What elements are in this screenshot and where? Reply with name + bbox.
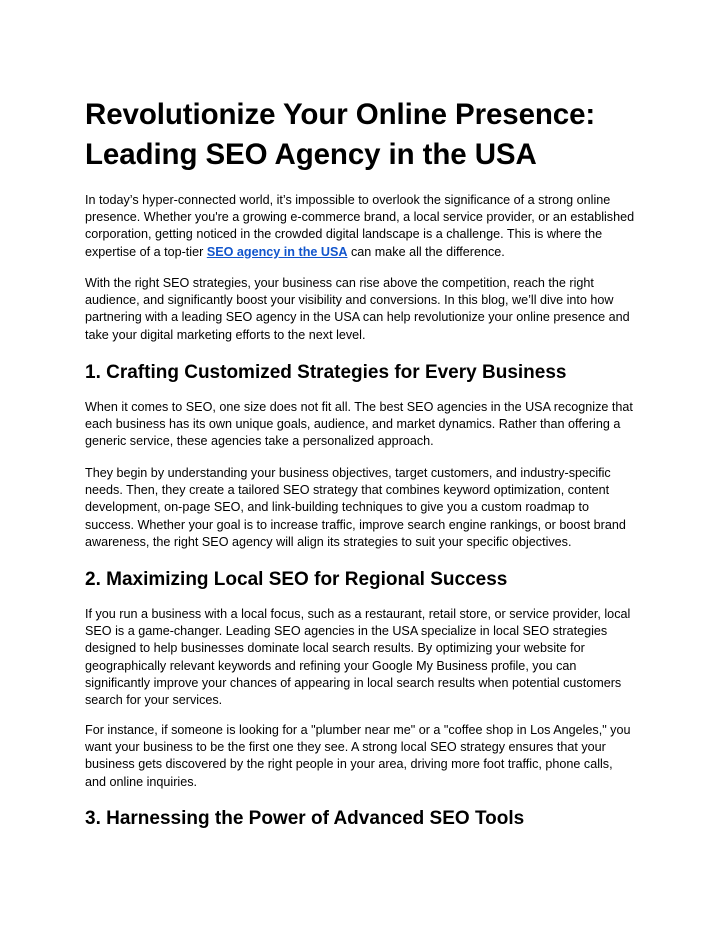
section-1-paragraph-1: When it comes to SEO, one size does not fit all. The best SEO agencies in the USA recognize that each business has its own unique goals, audience, and market dynamics. Rather than offering a generic service, these agencies take a personalized approach.	[85, 400, 633, 449]
intro-paragraph-2: With the right SEO strategies, your business can rise above the competition, reach the right audience, and significantly boost your visibility and conversions. In this blog, we’ll dive into how partnering with a leading SEO agency in the USA can help revolutionize your online presence and take your digital marketing efforts to the next level.	[85, 276, 630, 342]
section-2-paragraph-2: For instance, if someone is looking for a "plumber near me" or a "coffee shop in Los Angeles," you want your business to be the first one they see. A strong local SEO strategy ensures that your business gets discovered by the right people in your area, driving more foot traffic, phone calls, and online inquiries.	[85, 723, 631, 789]
section-heading-2: 2. Maximizing Local SEO for Regional Success	[85, 569, 508, 590]
intro-paragraph	[85, 192, 637, 261]
intro-text-after-link: can make all the difference.	[347, 244, 505, 259]
section-heading-3: 3. Harnessing the Power of Advanced SEO Tools	[85, 808, 525, 829]
section-1-paragraph-2: They begin by understanding your business objectives, target customers, and industry-specific needs. Then, they create a tailored SEO strategy that combines keyword optimization, content development, on-page SEO, and link-building techniques to give you a custom roadmap to success. Whether your goal is to increase traffic, improve search engine rankings, or boost brand awareness, the right SEO agency will align its strategies to suit your specific objectives.	[85, 466, 626, 549]
section-heading-1: 1. Crafting Customized Strategies for Every Business	[85, 362, 567, 383]
page-title: Revolutionize Your Online Presence: Leading SEO Agency in the USA	[85, 98, 596, 171]
intro-text-before-link: In today’s hyper-connected world, it’s impossible to overlook the significance of a strong online presence. Whether you're a growing e-commerce brand, a local service provider, or an established corporation, getting noticed in the crowded digital landscape is a challenge. This is where the expertise of a top-tier	[85, 193, 635, 259]
section-2-paragraph-1: If you run a business with a local focus, such as a restaurant, retail store, or service provider, local SEO is a game-changer. Leading SEO agencies in the USA specialize in local SEO strategies designed to help businesses dominate local search results. By optimizing your website for geographically relevant keywords and refining your Google My Business profile, you can significantly improve your chances of appearing in local search results when potential customers search for your services.	[85, 607, 631, 708]
seo-agency-link[interactable]: SEO agency in the USA	[206, 244, 348, 259]
